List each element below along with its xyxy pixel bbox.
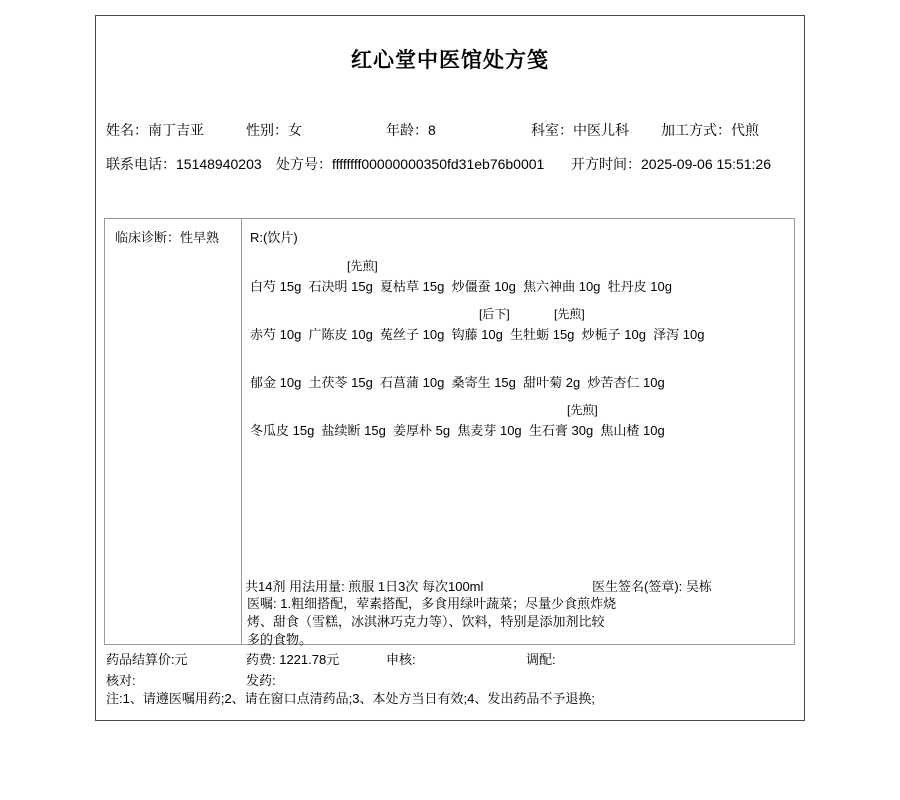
medicine-fee-field: 药费: 1221.78元	[246, 652, 340, 667]
medical-advice-line: 烤、甜食（雪糕，冰淇淋巧克力等）、饮料，特别是添加剂比较	[247, 614, 605, 629]
herb-row: 郁金 10g 土茯苓 15g 石菖蒲 10g 桑寄生 15g 甜叶菊 2g 炒苦杏仁 10g	[250, 375, 665, 390]
rx-number-field: 处方号：ffffffff00000000350fd31eb76b0001	[276, 156, 545, 172]
clinic-title: 红心堂中医馆处方笺	[351, 49, 549, 72]
decoct-label: [先煎]	[567, 403, 598, 417]
dispense-field: 发药:	[246, 673, 276, 688]
decoct-label: [先煎]	[347, 259, 378, 273]
department-field: 科室：中医儿科	[531, 122, 629, 138]
medical-advice	[247, 595, 647, 649]
decoct-label: [后下]	[479, 307, 510, 321]
check-field: 核对:	[106, 673, 136, 688]
review-field: 申核:	[386, 652, 416, 667]
prepare-field: 调配:	[526, 652, 556, 667]
rx-header: R:(饮片)	[250, 230, 298, 245]
decoct-label: [先煎]	[554, 307, 585, 321]
phone-field: 联系电话：15148940203	[106, 156, 262, 172]
rx-datetime-field: 开方时间：2025-09-06 15:51:26	[571, 156, 771, 172]
patient-gender-field: 性别：女	[246, 122, 302, 138]
medical-advice-line: 医嘱: 1.粗细搭配，荤素搭配，多食用绿叶蔬菜；尽量少食煎炸烧	[247, 596, 617, 611]
dosage-summary: 共14剂 用法用量: 煎服 1日3次 每次100ml	[245, 579, 484, 594]
patient-age-field: 年龄：8	[386, 122, 436, 138]
prescription-sheet	[95, 15, 805, 721]
processing-method-field: 加工方式：代煎	[661, 122, 759, 138]
diagnosis-column	[105, 219, 242, 644]
patient-info-row	[96, 120, 804, 138]
contact-info-row	[96, 154, 804, 172]
doctor-signature: 医生签名(签章): 吴栋	[592, 579, 712, 594]
prescription-body-box	[104, 218, 795, 645]
settle-price-field: 药品结算价:元	[106, 652, 188, 667]
herb-row: 冬瓜皮 15g 盐续断 15g 姜厚朴 5g 焦麦芽 10g 生石膏 30g 焦山楂 10g	[250, 423, 665, 438]
herb-row: 赤芍 10g 广陈皮 10g 菟丝子 10g 钩藤 10g 生牡蛎 15g 炒栀子 10g 泽泻 10g	[250, 327, 705, 342]
clinical-diagnosis: 临床诊断：性早熟	[115, 230, 220, 245]
patient-name-field: 姓名：南丁吉亚	[106, 122, 204, 138]
herb-row: 白芍 15g 石决明 15g 夏枯草 15g 炒僵蚕 10g 焦六神曲 10g 牡丹皮 10g	[250, 279, 672, 294]
footer-note: 注:1、请遵医嘱用药;2、请在窗口点清药品;3、本处方当日有效;4、发出药品不予退换;	[106, 691, 595, 706]
medical-advice-line: 多的食物。	[247, 632, 313, 647]
